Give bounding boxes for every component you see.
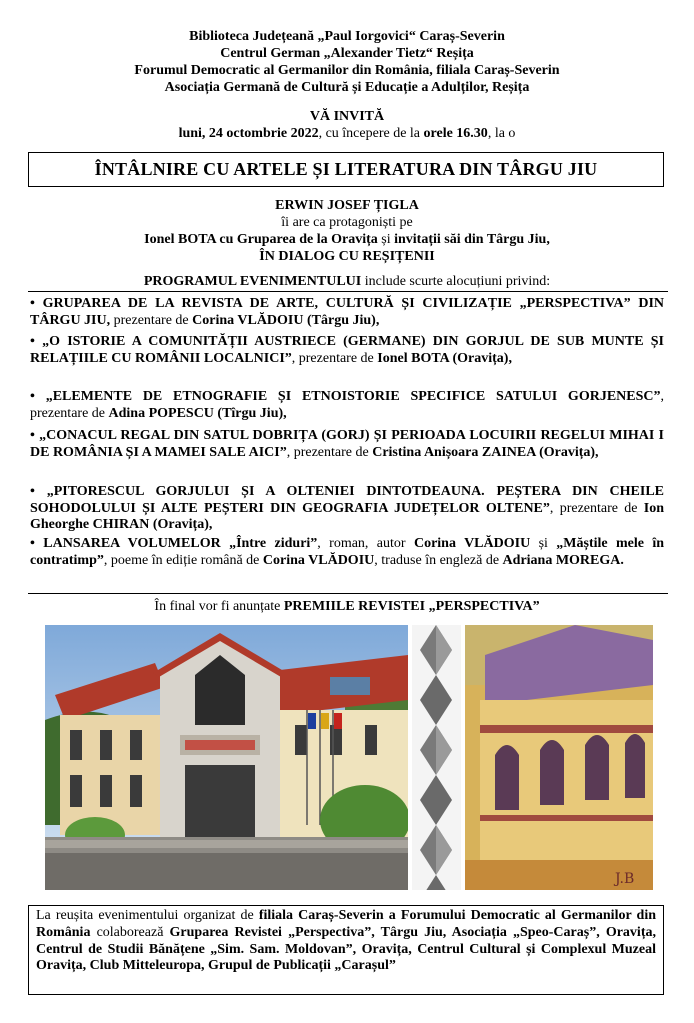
invite-tail-text: , la o — [487, 126, 516, 141]
column-photo — [412, 625, 461, 890]
partners-verb: colaborează — [90, 924, 170, 940]
bullet-icon: • — [30, 484, 35, 499]
organizer-line-1: Biblioteca Județeană „Paul Iorgovici“ Caraș-Severin — [189, 29, 505, 44]
item-editor: Corina VLĂDOIU — [262, 552, 375, 568]
program-heading: PROGRAMUL EVENIMENTULUI — [143, 274, 362, 289]
awards-title: PREMIILE REVISTEI „PERSPECTIVA” — [283, 599, 540, 614]
organizer-line-3: Forumul Democratic al Germanilor din România, filiala Caraș-Severin — [134, 63, 560, 78]
item-author: Corina VLĂDOIU — [413, 536, 531, 551]
protagonists-conj: și — [377, 232, 395, 247]
painting-photo — [465, 625, 653, 890]
program-item-2 — [30, 334, 664, 367]
program-item-3 — [30, 389, 664, 422]
item-connector-2: și — [530, 536, 557, 551]
organizer-name: filiala Caraș-Severin a Forumului Democratic al Germanilor din România — [36, 908, 656, 940]
event-title: ÎNTÂLNIRE CU ARTELE ȘI LITERATURA DIN TÂRGU JIU — [28, 152, 664, 187]
bullet-icon: • — [30, 334, 35, 349]
partners-intro: La reușita evenimentului organizat de — [36, 908, 259, 923]
item-topic: „CONACUL REGAL DIN SATUL DOBRIȚA (GORJ) ȘI PERIOADA LOCUIRII REGELUI MIHAI I DE ROMÂNIA ȘI A MAMEI SALE AICI” — [30, 428, 664, 460]
item-connector: , prezentare de — [30, 389, 664, 421]
final-text: În final vor fi anunțate — [154, 599, 284, 614]
item-connector: , prezentare de — [286, 444, 373, 460]
item-topic: GRUPAREA DE LA REVISTA DE ARTE, CULTURĂ ȘI CIVILIZAȚIE „PERSPECTIVA” DIN TÂRGU JIU, — [30, 296, 665, 328]
item-connector: , prezentare de — [549, 500, 644, 516]
item-connector-4: , traduse în engleză de — [374, 552, 503, 568]
item-topic: „O ISTORIE A COMUNITĂȚII AUSTRIECE (GERMANE) DIN GORJUL DE SUB MUNTE ȘI RELAȚIILE CU ROMÂNII LOCALNICI” — [30, 334, 664, 366]
item-topic: LANSAREA VOLUMELOR „Între ziduri” — [43, 536, 318, 551]
item-presenter: Adina POPESCU (Tîrgu Jiu), — [108, 405, 287, 421]
item-presenter: Ionel BOTA (Oravița), — [377, 350, 512, 366]
protagonist-1: Ionel BOTA cu Gruparea de la Oravița — [144, 232, 378, 247]
invite-date-line — [0, 125, 694, 142]
bullet-icon: • — [30, 389, 35, 404]
organizer-line-4: Asociația Germană de Cultură și Educație a Adulților, Reșița — [164, 80, 530, 95]
item-book-2: „Măștile mele în contratimp” — [30, 536, 665, 568]
item-connector: , prezentare de — [291, 350, 378, 366]
bullet-icon: • — [30, 296, 35, 311]
partners-list: Gruparea Revistei „Perspectiva”, Târgu Jiu, Asociația „Speo-Caraș”, Oravița, Centrul de Studii Bănățene „Sim. Sam. Moldovan”, Oravița, Centrul Cultural și Complexul Muzeal Oravița, Club Mitteleuropa, Grupul de Publicații „Carașul” — [36, 924, 656, 974]
item-presenter: Cristina Anișoara ZAINEA (Oravița), — [372, 444, 599, 460]
invite-heading: VĂ INVITĂ — [309, 109, 385, 124]
host-name: ERWIN JOSEF ȚIGLA — [275, 198, 419, 213]
invite-mid-text: , cu începere de la — [318, 126, 424, 141]
item-presenter: Ion Gheorghe CHIRAN (Oravița), — [30, 500, 665, 532]
painting-signature: J.B — [615, 871, 635, 887]
item-topic: „ELEMENTE DE ETNOGRAFIE ȘI ETNOISTORIE SPECIFICE SATULUI GORJENESC” — [45, 389, 661, 404]
dialog-line: ÎN DIALOG CU REȘIȚENII — [259, 249, 435, 264]
building-photo — [45, 625, 408, 890]
item-presenter: Corina VLĂDOIU (Târgu Jiu), — [192, 312, 380, 328]
item-connector-3: , poeme în ediție română de — [103, 552, 263, 568]
item-topic: „PITORESCUL GORJULUI ȘI A OLTENIEI DINTOTDEAUNA. PEȘTERA DIN CHEILE SOHODOLULUI ȘI ALTE PEȘTERI DIN GEOGRAFIA JUDEȚELOR OLTENE” — [30, 484, 664, 516]
event-date: luni, 24 octombrie 2022 — [178, 126, 319, 141]
item-translator: Adriana MOREGA. — [502, 552, 624, 568]
bullet-icon: • — [30, 428, 35, 443]
event-time: orele 16.30 — [423, 126, 488, 141]
item-connector: , roman, autor — [317, 536, 414, 551]
protagonist-2: invitații săi din Târgu Jiu, — [394, 232, 550, 247]
program-item-4 — [30, 428, 664, 461]
program-top-rule — [28, 291, 668, 292]
program-item-1 — [30, 296, 664, 329]
protagonists-line — [0, 231, 694, 248]
host-subline: îi are ca protagoniști pe — [281, 215, 413, 230]
partners-box — [28, 905, 664, 995]
program-lead-rest: include scurte alocuțiuni privind: — [361, 274, 551, 289]
program-lead — [0, 273, 694, 290]
photo-strip — [45, 625, 653, 890]
program-bottom-rule — [28, 593, 668, 594]
program-item-5 — [30, 484, 664, 534]
program-item-6 — [30, 536, 664, 569]
bullet-icon: • — [30, 536, 35, 551]
organizer-line-2: Centrul German „Alexander Tietz“ Reșița — [220, 46, 474, 61]
item-connector: prezentare de — [110, 312, 193, 328]
final-line — [0, 598, 694, 615]
